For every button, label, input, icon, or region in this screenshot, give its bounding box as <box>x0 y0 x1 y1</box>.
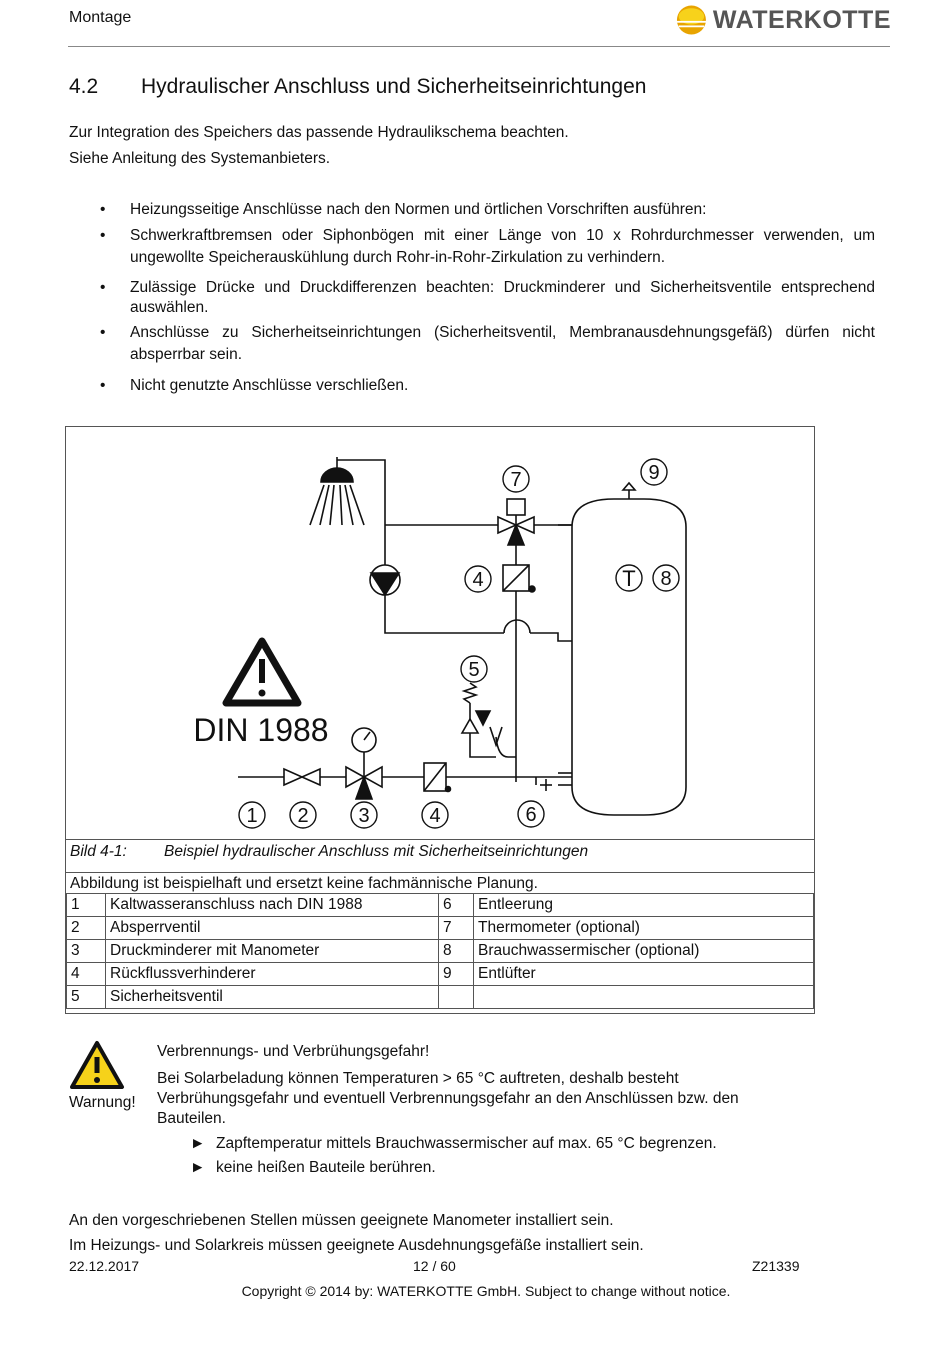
section-number: 4.2 <box>69 75 99 98</box>
footer-page: 12 / 60 <box>413 1258 456 1274</box>
marker-7: 8 <box>660 568 672 590</box>
din-warning-icon <box>226 641 298 703</box>
legend-number: 2 <box>67 917 106 940</box>
logo-text: WATERKOTTE <box>712 5 891 34</box>
marker-9: 9 <box>648 462 660 484</box>
bullet-item <box>100 375 875 397</box>
legend-text: Kaltwasseranschluss nach DIN 1988 <box>106 894 439 917</box>
legend-text: Sicherheitsventil <box>106 986 439 1009</box>
legend-text: Entleerung <box>474 894 814 917</box>
marker-3: 3 <box>358 805 370 827</box>
marker-1: 1 <box>246 805 258 827</box>
legend-row <box>67 917 814 940</box>
bullet-dot: • <box>100 324 106 341</box>
footer-date: 22.12.2017 <box>69 1258 140 1274</box>
legend-row <box>67 986 814 1009</box>
legend-text: Rückflussverhinderer <box>106 963 439 986</box>
closing-line-1: An den vorgeschriebenen Stellen müssen geeignete Manometer installiert sein. <box>69 1212 614 1229</box>
legend-number: 6 <box>439 894 474 917</box>
marker-6: 6 <box>525 804 537 826</box>
figure-note: Abbildung ist beispielhaft und ersetzt keine fachmännische Planung. <box>70 875 538 892</box>
legend-row <box>67 940 814 963</box>
footer-copyright: Copyright © 2014 by: WATERKOTTE GmbH. Subject to change without notice. <box>241 1283 731 1299</box>
bullet-item <box>100 199 875 221</box>
waterkotte-logo <box>676 2 891 38</box>
marker-5: 5 <box>468 659 480 681</box>
legend-number: 1 <box>67 894 106 917</box>
hydraulic-diagram <box>66 427 814 839</box>
marker-8: 7 <box>510 469 522 491</box>
din-label: DIN 1988 <box>193 712 329 748</box>
bullet-item <box>100 225 875 269</box>
intro-line-1: Zur Integration des Speichers das passende Hydraulikschema beachten. <box>69 124 569 141</box>
legend-number: 3 <box>67 940 106 963</box>
legend-table <box>66 893 814 1009</box>
legend-number: 4 <box>67 963 106 986</box>
shower-icon <box>310 457 364 525</box>
legend-number: 9 <box>439 963 474 986</box>
bullet-dot: • <box>100 227 106 244</box>
warning-text: Bei Solarbeladung können Temperaturen > 65 °C auftreten, deshalb besteht Verbrühungsgefahr und eventuell Verbrennungsgefahr an den Anschlüssen bzw. den Bauteilen. <box>157 1070 739 1127</box>
bullet-text: Heizungsseitige Anschlüsse nach den Normen und örtlichen Vorschriften ausführen: <box>130 201 707 218</box>
bullet-dot: • <box>100 201 106 218</box>
warning-item <box>190 1159 436 1177</box>
caption-label: Bild 4-1: <box>70 843 127 860</box>
legend-row <box>67 894 814 917</box>
bullet-list <box>100 199 875 397</box>
warning-item-text: Zapftemperatur mittels Brauchwassermischer auf max. 65 °C begrenzen. <box>216 1135 717 1152</box>
storage-tank <box>558 483 686 815</box>
legend-number: 8 <box>439 940 474 963</box>
legend-text: Entlüfter <box>474 963 814 986</box>
thermometer-symbol: T <box>622 566 636 591</box>
warning-label: Warnung! <box>69 1094 136 1111</box>
figure-caption <box>66 839 814 873</box>
bullet-text: Nicht genutzte Anschlüsse verschließen. <box>130 377 409 394</box>
marker-2: 2 <box>297 805 309 827</box>
bullet-dot: • <box>100 377 106 394</box>
marker-4-upper: 4 <box>472 569 484 591</box>
intro-line-2: Siehe Anleitung des Systemanbieters. <box>69 150 331 167</box>
legend-text: Absperrventil <box>106 917 439 940</box>
bullet-item <box>100 322 875 366</box>
logo-sun-icon <box>676 3 707 37</box>
legend-number: 7 <box>439 917 474 940</box>
bullet-text: Schwerkraftbremsen oder Siphonbögen mit einer Länge von 10 x Rohrdurchmesser verwenden, um ungewollte Speicherauskühlung durch Rohr-in-Rohr-Zirkulation zu verhindern. <box>130 227 875 266</box>
bullet-item <box>100 278 875 318</box>
pump-icon <box>370 565 400 595</box>
figure-box <box>65 426 815 1014</box>
arrow-bullet-icon: ► <box>190 1135 206 1152</box>
header-divider <box>68 46 890 47</box>
legend-text: Brauchwassermischer (optional) <box>474 940 814 963</box>
legend-row <box>67 963 814 986</box>
bullet-text: Zulässige Drücke und Druckdifferenzen beachten: Druckminderer und Sicherheitsventile entsprechend auswählen. <box>130 279 875 316</box>
legend-text: Thermometer (optional) <box>474 917 814 940</box>
arrow-bullet-icon: ► <box>190 1159 206 1176</box>
caption-text: Beispiel hydraulischer Anschluss mit Sicherheitseinrichtungen <box>164 843 589 860</box>
warning-item-text: keine heißen Bauteile berühren. <box>216 1159 436 1176</box>
section-title: Hydraulischer Anschluss und Sicherheitseinrichtungen <box>141 75 647 98</box>
legend-number: 5 <box>67 986 106 1009</box>
footer-doc-id: Z21339 <box>752 1258 800 1274</box>
warning-icon <box>69 1040 125 1090</box>
bullet-dot: • <box>100 279 106 296</box>
bullet-text: Anschlüsse zu Sicherheitseinrichtungen (Sicherheitsventil, Membranausdehnungsgefäß) dürfen nicht absperrbar sein. <box>130 324 875 363</box>
closing-line-2: Im Heizungs- und Solarkreis müssen geeignete Ausdehnungsgefäße installiert sein. <box>69 1237 644 1254</box>
legend-text <box>474 986 814 1009</box>
legend-text: Druckminderer mit Manometer <box>106 940 439 963</box>
warning-title: Verbrennungs- und Verbrühungsgefahr! <box>157 1043 430 1060</box>
header-section-name: Montage <box>69 9 132 26</box>
warning-item <box>190 1135 717 1153</box>
legend-number <box>439 986 474 1009</box>
marker-4-lower: 4 <box>429 805 441 827</box>
